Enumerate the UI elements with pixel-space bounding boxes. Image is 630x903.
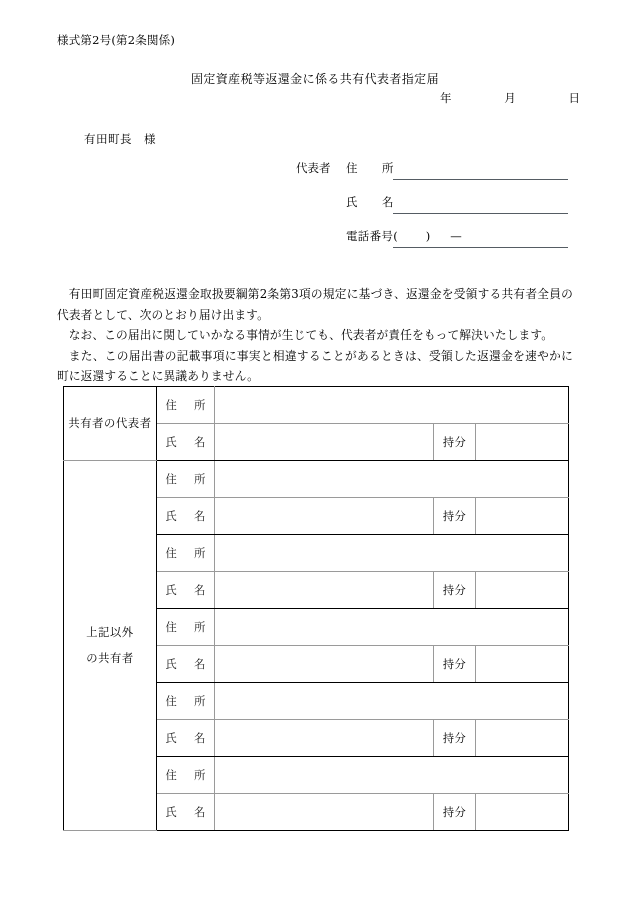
other-name-label-cell: 氏 名	[157, 646, 215, 683]
group-label-representative: 共有者の代表者	[64, 387, 157, 461]
table-row	[64, 461, 569, 498]
other-name-value-cell[interactable]	[215, 572, 434, 609]
other-share-label-cell: 持分	[434, 572, 476, 609]
other-share-label-cell: 持分	[434, 498, 476, 535]
group-label-others-line2: の共有者	[86, 651, 134, 665]
other-share-label-cell: 持分	[434, 720, 476, 757]
rep-name-value-cell[interactable]	[215, 424, 434, 461]
group-label-others-line1: 上記以外	[86, 625, 134, 639]
other-address-value-cell[interactable]	[215, 535, 569, 572]
body-paragraph-2: なお、この届出に関していかなる事情が生じても、代表者が責任をもって解決いたします。	[68, 328, 554, 342]
co-owners-table	[63, 386, 569, 831]
other-address-label-cell: 住 所	[157, 535, 215, 572]
representative-name-row	[296, 192, 571, 226]
form-number: 様式第2号(第2条関係)	[57, 33, 176, 47]
other-share-value-cell[interactable]	[476, 572, 569, 609]
other-name-value-cell[interactable]	[215, 794, 434, 831]
other-address-label-cell: 住 所	[157, 757, 215, 794]
rep-share-value-cell[interactable]	[476, 424, 569, 461]
addressee: 有田町長 様	[84, 132, 156, 146]
other-share-value-cell[interactable]	[476, 646, 569, 683]
body-text	[57, 284, 573, 387]
other-name-label-cell: 氏 名	[157, 572, 215, 609]
other-address-value-cell[interactable]	[215, 757, 569, 794]
other-name-value-cell[interactable]	[215, 720, 434, 757]
body-paragraph-1: 有田町固定資産税返還金取扱要綱第2条第3項の規定に基づき、返還金を受領する共有者全員の代表者として、次のとおり届け出ます。	[57, 287, 573, 322]
other-name-label-cell: 氏 名	[157, 794, 215, 831]
group-label-others	[64, 461, 157, 831]
representative-prefix-label: 代表者	[296, 161, 331, 175]
other-name-label-cell: 氏 名	[157, 498, 215, 535]
date-line	[440, 90, 580, 106]
other-share-value-cell[interactable]	[476, 498, 569, 535]
other-share-label-cell: 持分	[434, 794, 476, 831]
table-body	[64, 387, 569, 831]
date-month-label: 月	[504, 91, 516, 105]
other-share-value-cell[interactable]	[476, 794, 569, 831]
other-address-value-cell[interactable]	[215, 461, 569, 498]
representative-address-label: 住 所	[346, 161, 394, 175]
page-title: 固定資産税等返還金に係る共有代表者指定届	[190, 72, 439, 86]
rep-name-label-cell: 氏 名	[157, 424, 215, 461]
table-row	[64, 387, 569, 424]
other-share-label-cell: 持分	[434, 646, 476, 683]
date-day-label: 日	[568, 91, 580, 105]
other-address-label-cell: 住 所	[157, 461, 215, 498]
other-name-value-cell[interactable]	[215, 498, 434, 535]
other-share-value-cell[interactable]	[476, 720, 569, 757]
representative-address-input[interactable]	[393, 179, 568, 180]
representative-name-label: 氏 名	[346, 195, 394, 209]
representative-name-input[interactable]	[393, 213, 568, 214]
representative-tel-input[interactable]	[393, 247, 568, 248]
representative-tel-label: 電話番号( ) —	[346, 229, 463, 243]
rep-address-label-cell: 住 所	[157, 387, 215, 424]
body-paragraph-3: また、この届出書の記載事項に事実と相違することがあるときは、受領した返還金を速やかに町に返還することに異議ありません。	[57, 348, 573, 383]
other-address-value-cell[interactable]	[215, 609, 569, 646]
other-address-label-cell: 住 所	[157, 609, 215, 646]
other-name-label-cell: 氏 名	[157, 720, 215, 757]
rep-address-value-cell[interactable]	[215, 387, 569, 424]
representative-tel-row	[296, 226, 571, 260]
representative-block	[296, 158, 571, 260]
other-address-label-cell: 住 所	[157, 683, 215, 720]
other-name-value-cell[interactable]	[215, 646, 434, 683]
date-year-label: 年	[440, 91, 452, 105]
other-address-value-cell[interactable]	[215, 683, 569, 720]
representative-address-row	[296, 158, 571, 192]
rep-share-label-cell: 持分	[434, 424, 476, 461]
